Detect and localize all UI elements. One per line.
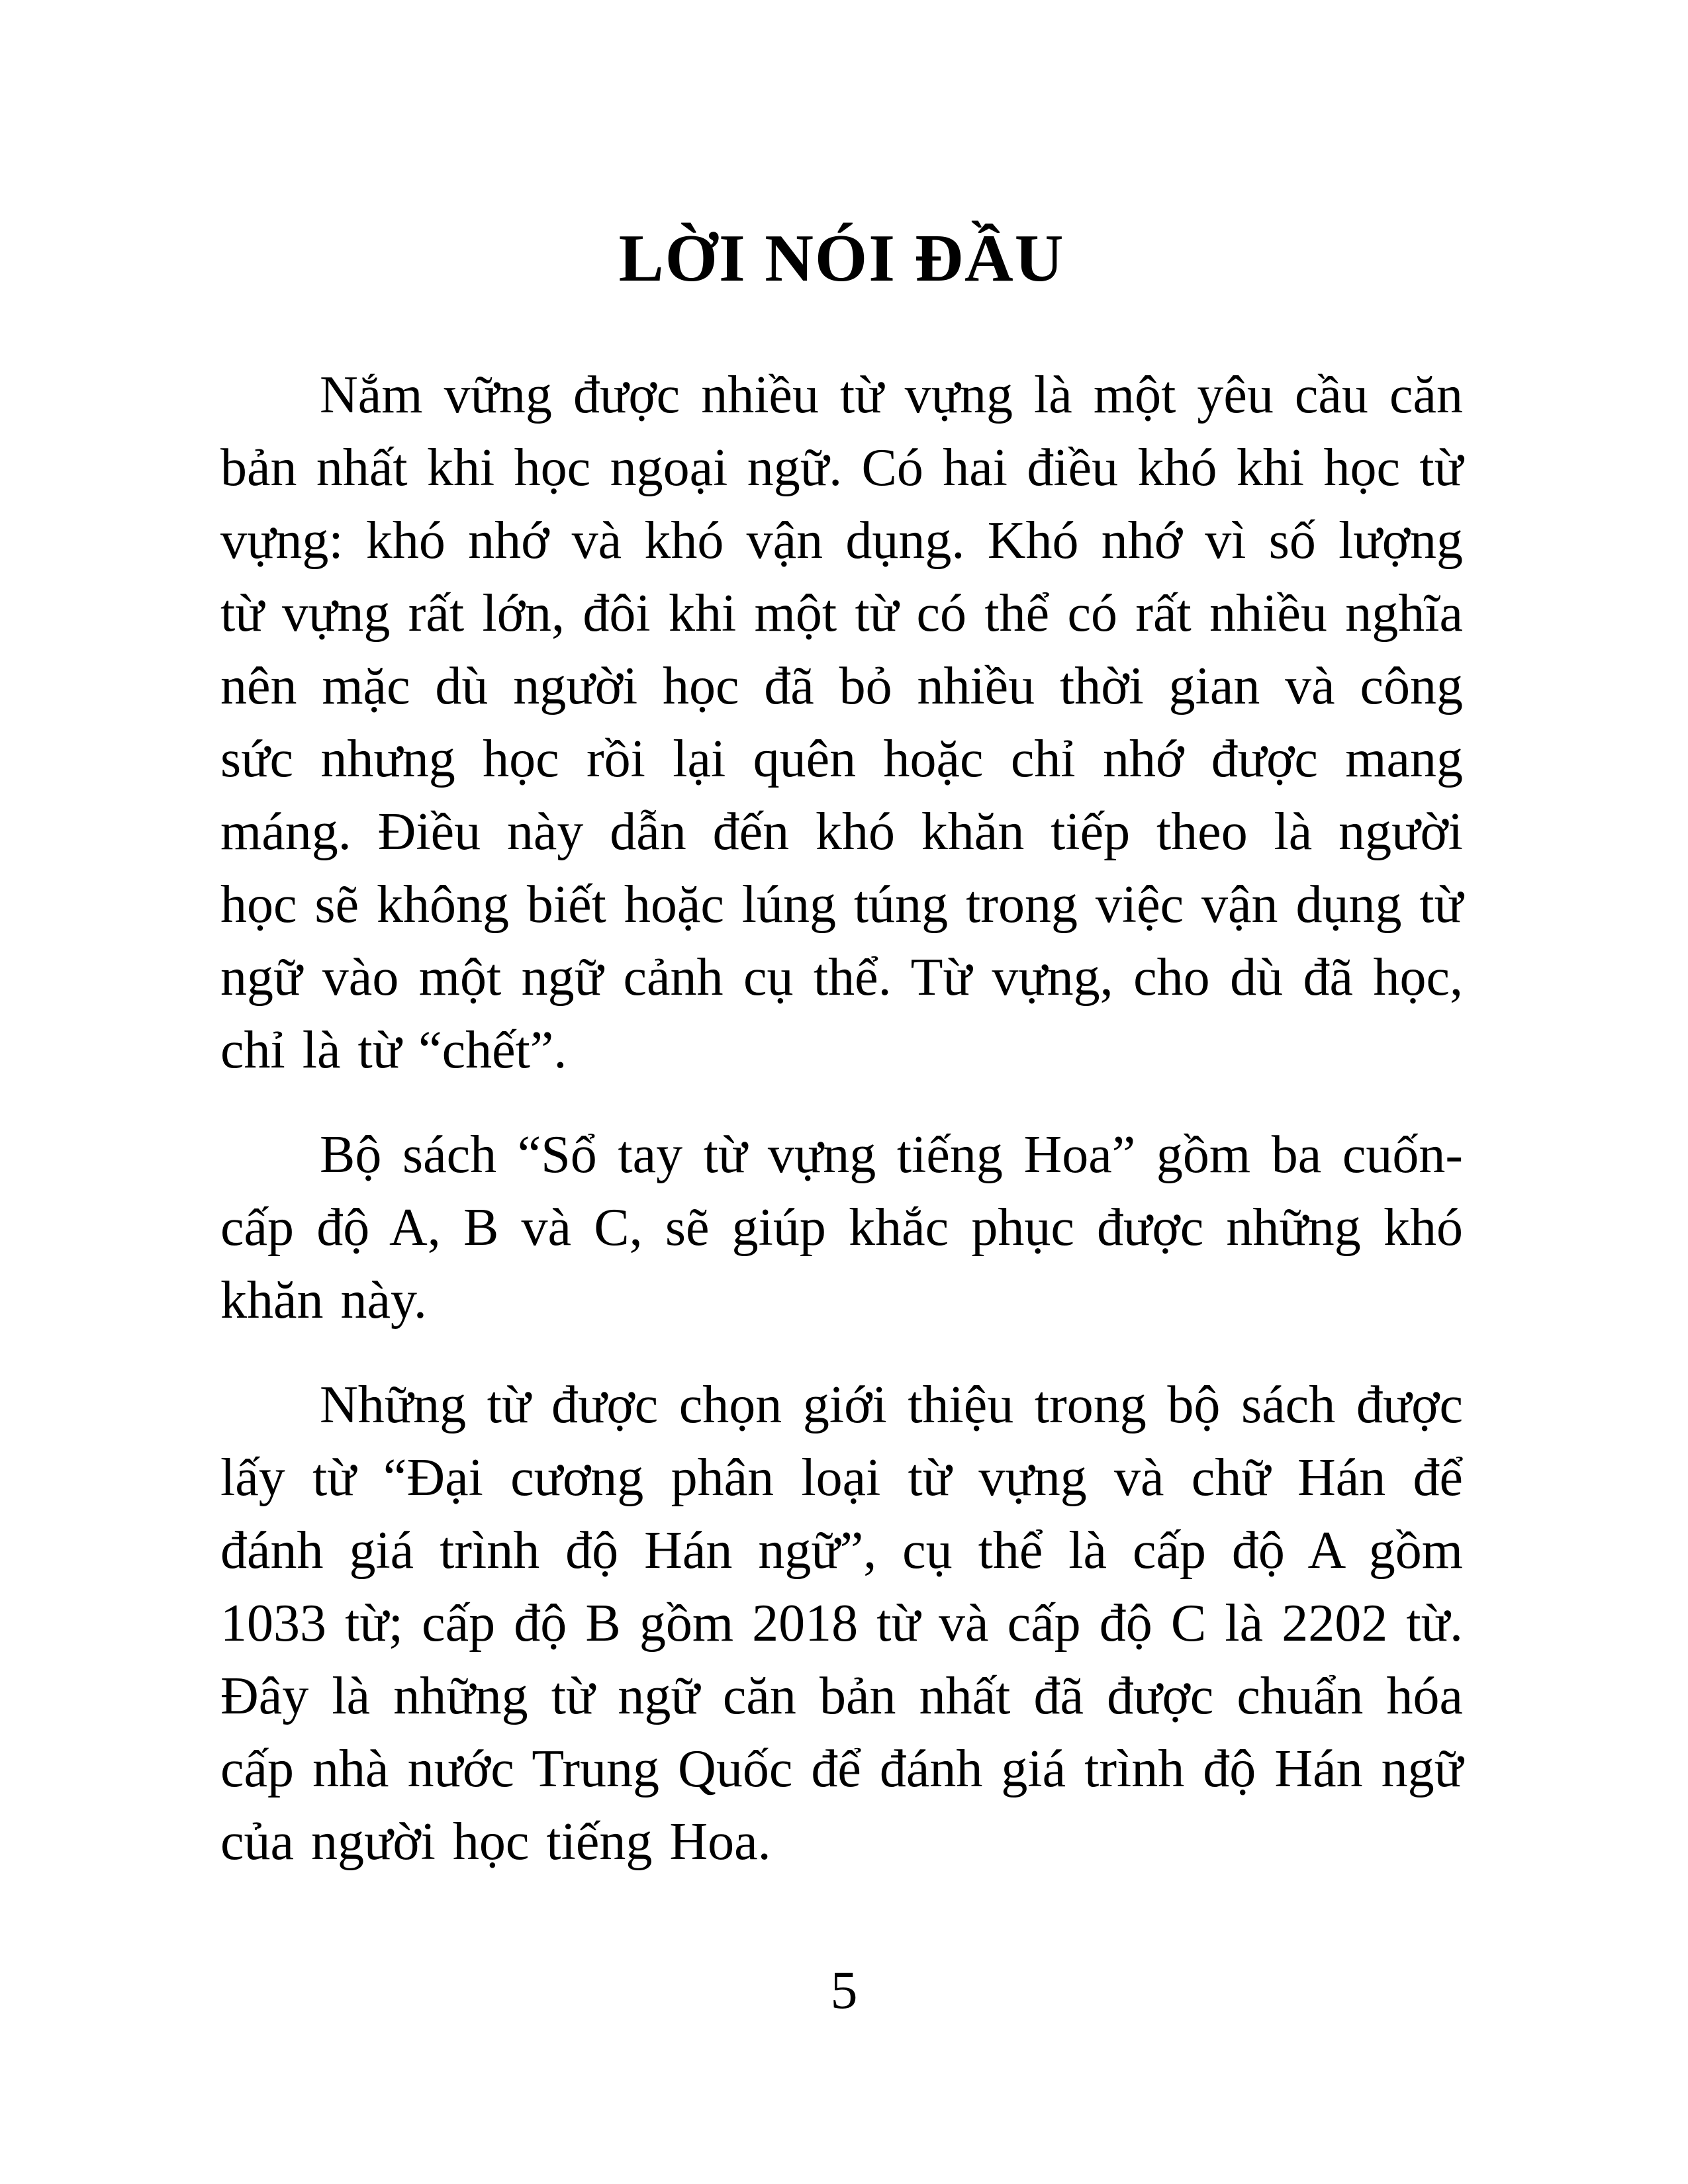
paragraph-1: Nắm vững được nhiều từ vựng là một yêu cầu căn bản nhất khi học ngoại ngữ. Có hai điều khó khi học từ vựng: khó nhớ và khó vận dụng. Khó nhớ vì số lượng từ vựng rất lớn, đôi khi một từ có thể có rất nhiều nghĩa nên mặc dù người học đã bỏ nhiều thời gian và công sức nhưng học rồi lại quên hoặc chỉ nhớ được mang máng. Điều này dẫn đến khó khăn tiếp theo là người học sẽ không biết hoặc lúng túng trong việc vận dụng từ ngữ vào một ngữ cảnh cụ thể. Từ vựng, cho dù đã học, chỉ là từ “chết”.: [220, 366, 1463, 1080]
paragraph-2: Bộ sách “Sổ tay từ vựng tiếng Hoa” gồm ba cuốn- cấp độ A, B và C, sẽ giúp khắc phục được những khó khăn này.: [220, 1126, 1463, 1330]
paragraph-3: Những từ được chọn giới thiệu trong bộ sách được lấy từ “Đại cương phân loại từ vựng và chữ Hán để đánh giá trình độ Hán ngữ”, cụ thể là cấp độ A gồm 1033 từ; cấp độ B gồm 2018 từ và cấp độ C là 2202 từ. Đây là những từ ngữ căn bản nhất đã được chuẩn hóa cấp nhà nước Trung Quốc để đánh giá trình độ Hán ngữ của người học tiếng Hoa.: [220, 1376, 1463, 1872]
page-number: 5: [830, 1960, 858, 2020]
page-title: LỜI NÓI ĐẦU: [618, 221, 1065, 296]
page-content: [220, 222, 1463, 1878]
